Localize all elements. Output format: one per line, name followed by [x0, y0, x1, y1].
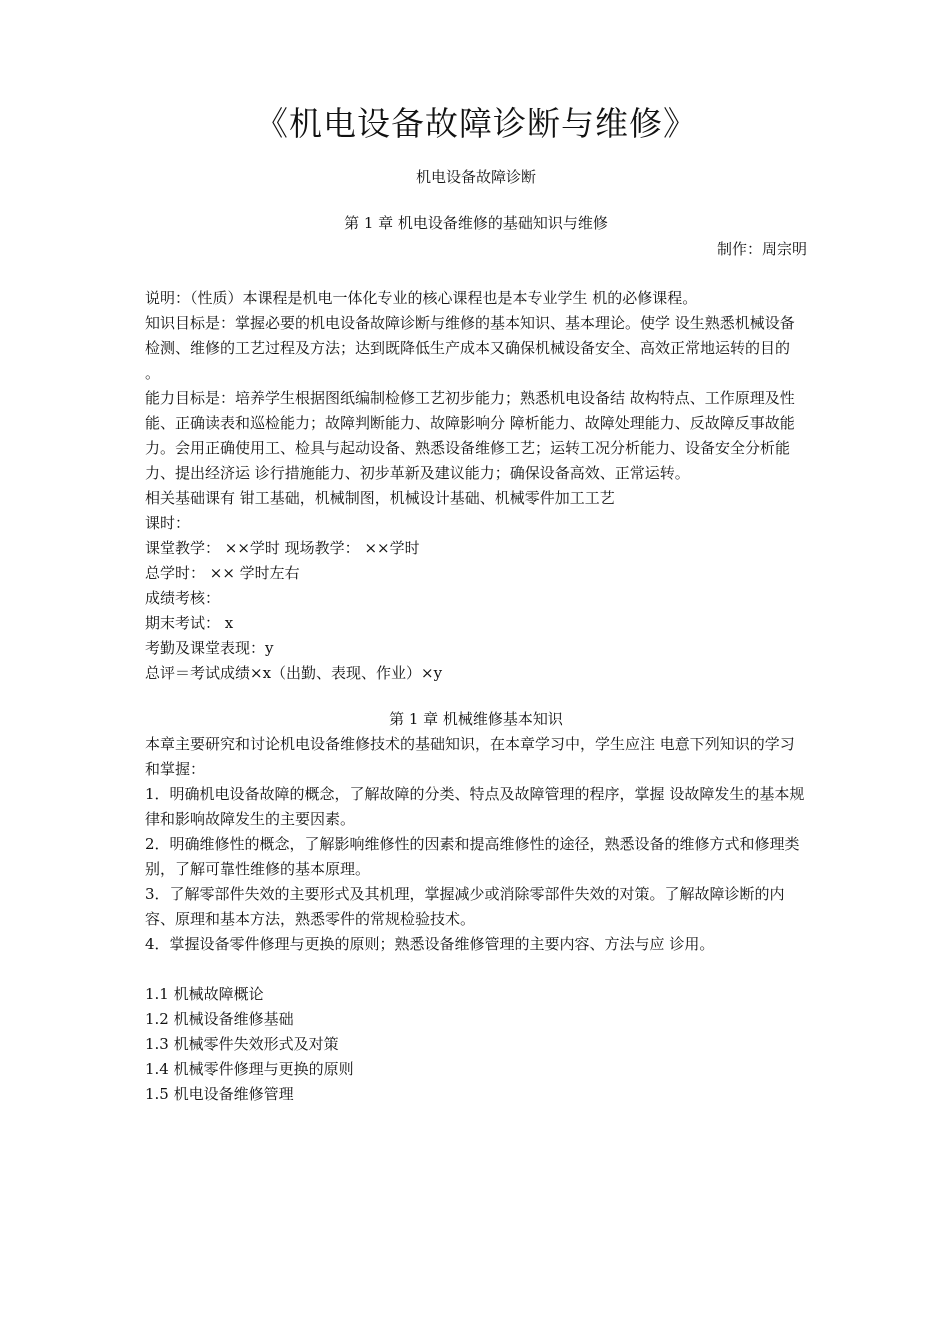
chapter1-paragraph: 3．了解零部件失效的主要形式及其机理，掌握减少或消除零部件失效的对策。了解故障诊断的内容、原理和基本方法，熟悉零件的常规检验技术。	[145, 885, 785, 928]
section-list-item: 1.5 机电设备维修管理	[145, 1085, 294, 1103]
intro-paragraph: 总评＝考试成绩×x（出勤、表现、作业）×y	[145, 664, 443, 682]
intro-paragraph: 考勤及课堂表现：y	[145, 639, 274, 657]
chapter1-paragraph: 1．明确机电设备故障的概念，了解故障的分类、特点及故障管理的程序，掌握 设故障发生的基本规律和影响故障发生的主要因素。	[145, 785, 805, 828]
chapter-heading: 第 1 章 机电设备维修的基础知识与维修	[344, 214, 608, 232]
intro-paragraph: 能力目标是：培养学生根据图纸编制检修工艺初步能力；熟悉机电设备结 故构特点、工作原理及性能、正确读表和巡检能力；故障判断能力、故障影响分 障析能力、故障处理能力、反故障反事故能力。会用正确使用工、检具与起动设备、熟悉设备维修工艺；运转工况分析能力、设备安全分析能力、提出经济运 诊行措施能力、初步革新及建议能力；确保设备高效、正常运转。	[145, 389, 795, 482]
intro-paragraph: 相关基础课有 钳工基础，机械制图，机械设计基础、机械零件加工工艺	[145, 489, 615, 507]
author-line: 制作：周宗明	[716, 240, 807, 258]
intro-paragraph: 成绩考核：	[145, 589, 221, 607]
intro-paragraph: 课时：	[145, 514, 191, 532]
section-list-item: 1.4 机械零件修理与更换的原则	[145, 1060, 354, 1078]
section-list-item: 1.2 机械设备维修基础	[145, 1010, 294, 1028]
chapter1-heading: 第 1 章 机械维修基本知识	[389, 710, 563, 728]
section-list-item: 1.1 机械故障概论	[145, 985, 264, 1003]
intro-paragraph: 期末考试： x	[145, 614, 234, 632]
chapter1-paragraph: 2．明确维修性的概念，了解影响维修性的因素和提高维修性的途径，熟悉设备的维修方式和修理类别，了解可靠性维修的基本原理。	[145, 835, 800, 878]
chapter1-paragraph: 4．掌握设备零件修理与更换的原则；熟悉设备维修管理的主要内容、方法与应 诊用。	[145, 935, 715, 953]
chapter1-section	[145, 732, 807, 957]
intro-section	[145, 286, 807, 686]
chapter1-paragraph: 本章主要研究和讨论机电设备维修技术的基础知识，在本章学习中，学生应注 电意下列知识的学习和掌握：	[145, 735, 795, 778]
intro-paragraph: 课堂教学： ××学时 现场教学： ××学时	[145, 539, 420, 557]
intro-paragraph: 总学时： ×× 学时左右	[145, 564, 300, 582]
section-list-item: 1.3 机械零件失效形式及对策	[145, 1035, 339, 1053]
intro-paragraph: 知识目标是：掌握必要的机电设备故障诊断与维修的基本知识、基本理论。使学 设生熟悉机械设备检测、维修的工艺过程及方法；达到既降低生产成本又确保机械设备安全、高效正常地运转的目的 。	[145, 314, 795, 382]
document-subtitle: 机电设备故障诊断	[415, 168, 536, 186]
section-list	[145, 982, 807, 1107]
document-title: 《机电设备故障诊断与维修》	[255, 104, 697, 143]
intro-paragraph: 说明：（性质）本课程是机电一体化专业的核心课程也是本专业学生 机的必修课程。	[145, 289, 698, 307]
